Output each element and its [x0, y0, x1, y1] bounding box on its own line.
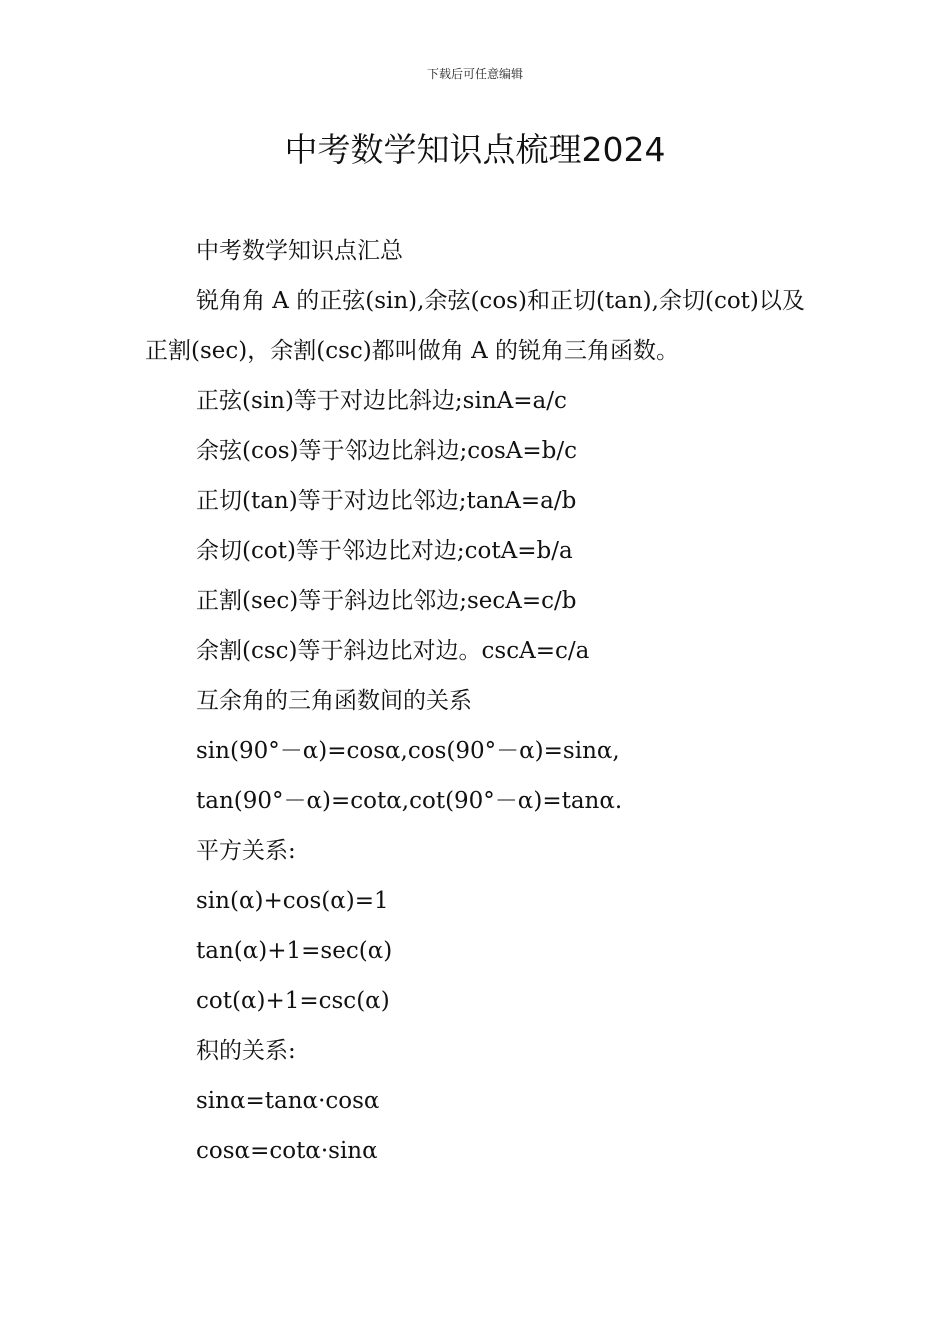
product-formula-1: sinα=tanα·cosα	[196, 1088, 380, 1114]
square-formula-3: cot(α)+1=csc(α)	[196, 988, 390, 1014]
square-relation-heading: 平方关系:	[196, 838, 296, 864]
complementary-heading: 互余角的三角函数间的关系	[196, 688, 472, 714]
product-formula-2: cosα=cotα·sinα	[196, 1138, 378, 1164]
product-relation-heading: 积的关系:	[196, 1038, 296, 1064]
document-title: 中考数学知识点梳理2024	[284, 130, 666, 169]
cosine-definition: 余弦(cos)等于邻边比斜边;cosA=b/c	[196, 438, 577, 464]
cotangent-definition: 余切(cot)等于邻边比对边;cotA=b/a	[196, 538, 573, 564]
definition-paragraph: 锐角角 A 的正弦(sin),余弦(cos)和正切(tan),余切(cot)以及正割(sec)，余割(csc)都叫做角 A 的锐角三角函数。	[145, 288, 805, 364]
section-heading: 中考数学知识点汇总	[196, 238, 403, 264]
cosecant-definition: 余割(csc)等于斜边比对边。cscA=c/a	[196, 638, 590, 664]
secant-definition: 正割(sec)等于斜边比邻边;secA=c/b	[196, 588, 577, 614]
tangent-definition: 正切(tan)等于对边比邻边;tanA=a/b	[196, 488, 577, 514]
square-formula-2: tan(α)+1=sec(α)	[196, 938, 393, 964]
square-formula-1: sin(α)+cos(α)=1	[196, 888, 389, 914]
document-body	[145, 226, 810, 1176]
header-note: 下载后可任意编辑	[426, 67, 523, 81]
complementary-formula-1: sin(90°－α)=cosα,cos(90°－α)=sinα,	[196, 738, 620, 764]
complementary-formula-2: tan(90°－α)=cotα,cot(90°－α)=tanα.	[196, 788, 623, 814]
sine-definition: 正弦(sin)等于对边比斜边;sinA=a/c	[196, 388, 567, 414]
